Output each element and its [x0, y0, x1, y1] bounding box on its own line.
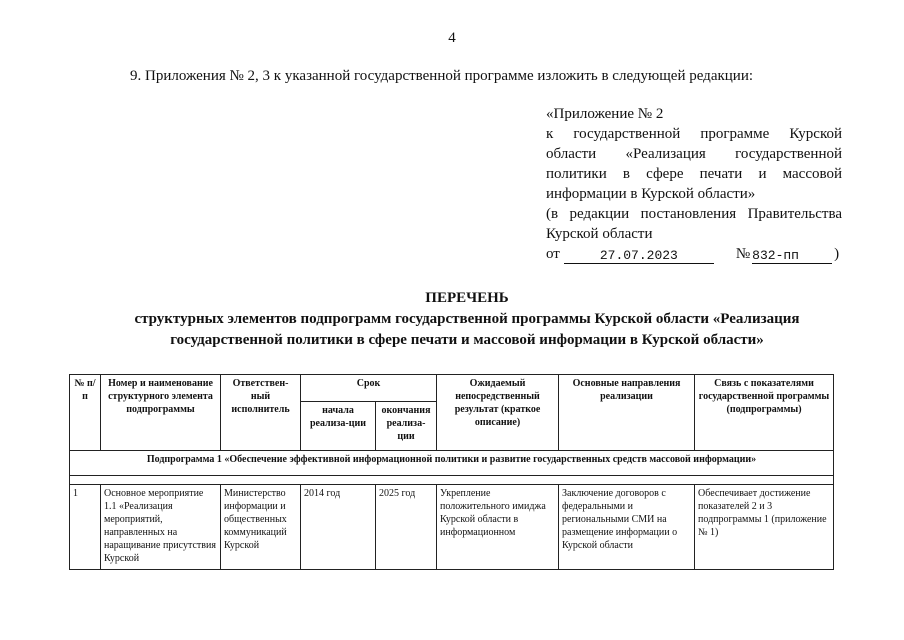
row-end: 2025 год [376, 485, 437, 570]
number-label: № [735, 246, 751, 262]
page-number: 4 [448, 30, 456, 46]
header-start: начала реализа-ции [301, 402, 376, 451]
header-directions: Основные направления реализации [559, 375, 695, 451]
appendix-line: информации в Курской области» [546, 186, 756, 202]
structural-elements-table [69, 374, 834, 570]
close-paren: ) [834, 246, 840, 262]
subprogram-row [70, 451, 834, 476]
row-num: 1 [70, 485, 101, 570]
title-line: структурных элементов подпрограмм государственной программы Курской области «Реализация [134, 311, 800, 327]
appendix-header [546, 104, 842, 264]
subprogram-title: Подпрограмма 1 «Обеспечение эффективной информационной политики и развитие государственных средств массовой информации» [70, 451, 834, 476]
appendix-line: Курской области [546, 226, 653, 242]
header-result: Ожидаемый непосредственный результат (краткое описание) [437, 375, 559, 451]
header-num: № п/п [70, 375, 101, 451]
header-link: Связь с показателями государственной программы (подпрограммы) [695, 375, 834, 451]
appendix-line: политики в сфере печати и массовой [546, 166, 842, 182]
row-start: 2014 год [301, 485, 376, 570]
spacer-cell [70, 476, 834, 485]
header-end: окончания реализа-ции [376, 402, 437, 451]
decree-date: 27.07.2023 [564, 249, 714, 264]
appendix-date-line [546, 244, 842, 264]
row-result: Укрепление положительного имиджа Курской области в информационном [437, 485, 559, 570]
table-header-row [70, 375, 834, 402]
spacer-row [70, 476, 834, 485]
appendix-line: «Приложение № 2 [546, 106, 664, 122]
header-name: Номер и наименование структурного элемента подпрограммы [101, 375, 221, 451]
decree-number: 832-пп [752, 249, 832, 264]
document-title [100, 288, 834, 351]
header-executor: Ответствен-ный исполнитель [221, 375, 301, 451]
header-term: Срок [301, 375, 437, 402]
title-heading: ПЕРЕЧЕНЬ [425, 290, 509, 306]
appendix-line: области «Реализация государственной [546, 146, 842, 162]
appendix-line: к государственной программе Курской [546, 126, 842, 142]
table-row [70, 485, 834, 570]
intro-paragraph: 9. Приложения № 2, 3 к указанной государственной программе изложить в следующей редакции: [130, 68, 754, 84]
row-executor: Министерство информации и общественных коммуникаций Курской [221, 485, 301, 570]
row-directions: Заключение договоров с федеральными и региональными СМИ на размещение информации о Курской области [559, 485, 695, 570]
title-line: государственной политики в сфере печати и массовой информации в Курской области» [170, 332, 764, 348]
row-name: Основное мероприятие 1.1 «Реализация мероприятий, направленных на наращивание присутствия Курской [101, 485, 221, 570]
from-label: от [546, 246, 560, 262]
row-link: Обеспечивает достижение показателей 2 и 3 подпрограммы 1 (приложение № 1) [695, 485, 834, 570]
appendix-line: (в редакции постановления Правительства [546, 206, 842, 222]
